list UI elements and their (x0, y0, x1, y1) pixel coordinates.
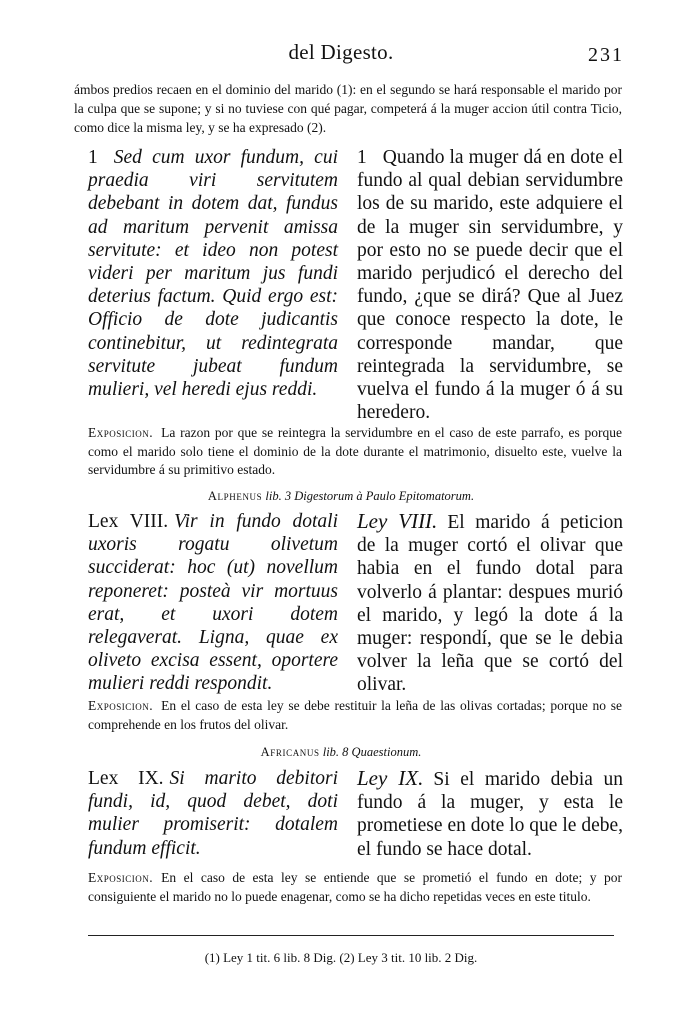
lex8-exposicion (88, 697, 622, 734)
exposicion-text: En el caso de esta ley se debe restituir la leña de las olivas cortadas; porque no se comprehende en los frutos del olivar. (88, 698, 622, 732)
lex9-latin-label: Lex IX. (88, 768, 164, 789)
footnote-divider (88, 935, 614, 936)
section1-spanish (357, 146, 623, 424)
lex9-spanish-label: Ley IX. (357, 766, 424, 790)
lex9-spanish (357, 767, 623, 861)
lex8-latin (88, 510, 338, 696)
exposicion-label: Exposicion. (88, 870, 154, 885)
page-number: 231 (588, 44, 624, 66)
section1-spanish-number: 1 (357, 147, 367, 168)
lex8-source (0, 489, 682, 504)
exposicion-text: La razon por que se reintegra la servidumbre en el caso de este parrafo, es porque como el marido solo tiene el dominio de la dote durante el matrimonio, disuelto este, vuelve la servidumbre á su primitivo estado. (88, 425, 622, 477)
section1-spanish-text: Quando la muger dá en dote el fundo al qual debian servidumbre los de su marido, este adquiere el de la muger sin servidumbre, y por esto no se puede decir que el marido perjudicó el derecho del fundo, ¿que se dirá? Que al Juez que conoce respecto la dote, le corresponde mandar, que reintegrada la servidumbre, se vuelva el fundo á la muger ó á su heredero. (357, 147, 623, 424)
lex8-spanish (357, 510, 623, 697)
section1-latin-number: 1 (88, 147, 98, 168)
lex9-spanish-text: Si el marido debia un fundo á la muger, y esta le prometiese en dote lo que le debe, el fundo se hace dotal. (357, 769, 623, 860)
source-author: Africanus (260, 745, 320, 759)
exposicion-label: Exposicion. (88, 425, 154, 440)
lex9-exposicion (88, 869, 622, 906)
lex8-latin-label: Lex VIII. (88, 511, 169, 532)
section1-latin-text: Sed cum uxor fundum, cui praedia viri servitutem debebant in dotem dat, fundus ad maritum pervenit amissa servitute: et ideo non potest videri per maritum jus fundi deterius factum. Quid ergo est: Officio de dote judicantis continebitur, ut redintegrata servitute jubeat fundum mulieri, vel heredi ejus reddi. (88, 147, 338, 401)
exposicion-label: Exposicion. (88, 698, 154, 713)
source-ref: lib. 8 Quaestionum. (322, 745, 422, 759)
source-ref: lib. 3 Digestorum à Paulo Epitomatorum. (265, 489, 475, 503)
section1-exposicion (88, 424, 622, 480)
lex8-spanish-text: El marido á peticion de la muger cortó el olivar que habia en el fundo dotal para volverlo á plantar: despues murió el marido, y legó la dote á la muger: respondí, que se le debia volver la leña que se cortó del olivar. (357, 512, 623, 696)
running-title: del Digesto. (288, 40, 394, 64)
lex9-source (0, 745, 682, 760)
lex8-spanish-label: Ley VIII. (357, 509, 438, 533)
footnotes: (1) Ley 1 tit. 6 lib. 8 Dig. (2) Ley 3 tit. 10 lib. 2 Dig. (204, 950, 478, 965)
lex9-latin-text: Si marito debitori fundi, id, quod debet, doti mulier promiserit: dotalem fundum efficit. (88, 768, 338, 859)
lex8-latin-text: Vir in fundo dotali uxoris rogatu olivetum succiderat: hoc (ut) novellum reponeret: posteà vir mortuus erat, et uxori dotem relegaverat. Ligna, quae ex oliveto excisa essent, oportere mulieri reddi respondit. (88, 511, 339, 695)
source-author: Alphenus (207, 489, 263, 503)
intro-paragraph: ámbos predios recaen en el dominio del marido (1): en el segundo se hará responsable el marido por la culpa que se supone; y si no tuviese con qué pagar, competerá á la muger accion útil contra Ticio, como dice la misma ley, y se ha expresado (2). (74, 82, 622, 135)
lex9-latin (88, 767, 338, 860)
section1-latin (88, 146, 338, 401)
exposicion-text: En el caso de esta ley se entiende que se prometió el fundo en dote; y por consiguiente el marido no lo puede enagenar, como se ha dicho repetidas veces en este titulo. (88, 870, 622, 904)
